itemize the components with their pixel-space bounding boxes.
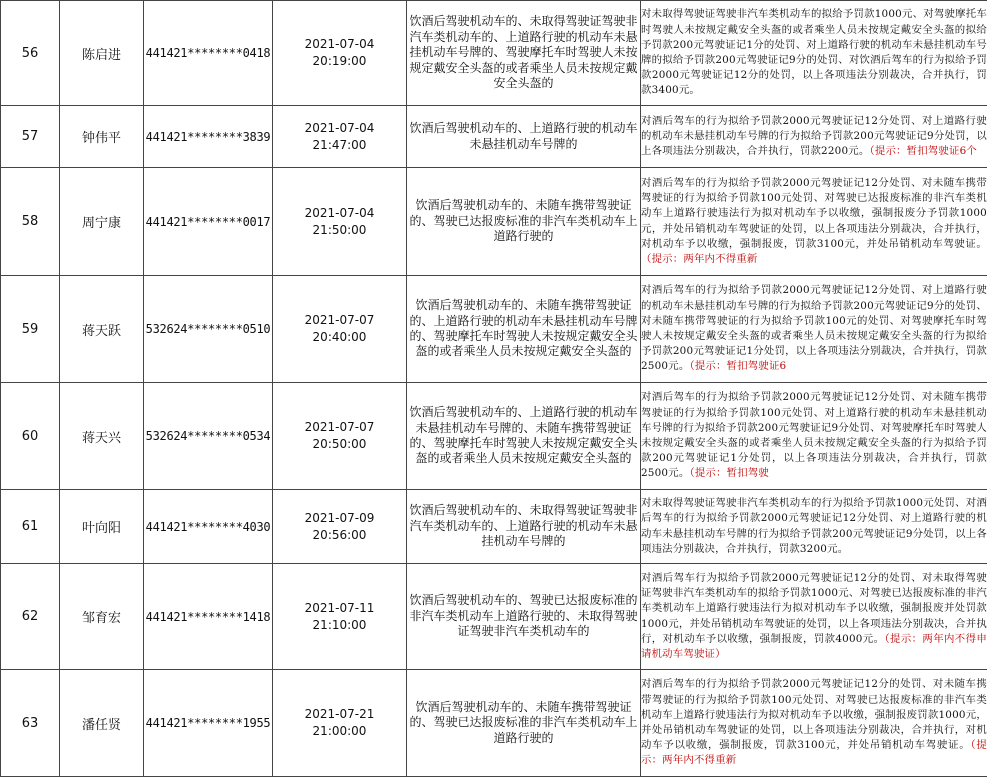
violation-clock: 20:19:00 (273, 53, 406, 70)
table-row (1, 670, 987, 777)
penalty-decision (641, 276, 987, 383)
penalty-text: 对酒后驾车的行为拟给予罚款2000元驾驶证记12分处罚、对未随车携带驾驶证的行为拟给予罚款100元处罚、对驾驶已达报废标准的非汽车类机动车上道路行驶违法行为拟对机动车予以收缴，强制报废分予罚款1000元，并处吊销机动车驾驶证的处罚，以上各项违法分别裁决，合并执行，对机动车予以收缴，强制报废，罚款3100元，并处吊销机动车驾驶证。 (641, 177, 987, 250)
violation-behavior: 饮酒后驾驶机动车的、未随车携带驾驶证的、驾驶已达报废标准的非汽车类机动车上道路行驶的 (407, 168, 641, 276)
violation-date: 2021-07-04 (273, 205, 406, 222)
table-row (1, 168, 987, 276)
id-number: 441421********4030 (144, 490, 273, 564)
penalty-decision (641, 168, 987, 276)
id-number: 532624********0534 (144, 383, 273, 490)
penalty-decision (641, 670, 987, 777)
violation-date: 2021-07-21 (273, 706, 406, 723)
penalty-text: 对酒后驾车的行为拟给予罚款2000元驾驶证记12分处罚、对上道路行驶的机动车未悬挂机动车号牌的行为拟给予罚款200元驾驶证记9分的处罚、对未随车携带驾驶证的行为拟给予罚款100元的处罚、对驾驶摩托车时驾驶人未按规定戴安全头盔的或者乘坐人员未按规定戴安全头盔的行为拟给予罚款200元驾驶证记1分处罚，以上各项违法分别裁决，合并执行，罚款2500元。 (641, 284, 987, 372)
violation-time (273, 490, 407, 564)
party-name: 陈启进 (60, 1, 144, 106)
violation-date: 2021-07-07 (273, 312, 406, 329)
violation-behavior: 饮酒后驾驶机动车的、上道路行驶的机动车未悬挂机动车号牌的、未随车携带驾驶证的、驾驶摩托车时驾驶人未按规定戴安全头盔的或者乘坐人员未按规定戴安全头盔的 (407, 383, 641, 490)
table-body (1, 1, 987, 777)
violation-behavior: 饮酒后驾驶机动车的、未随车携带驾驶证的、驾驶已达报废标准的非汽车类机动车上道路行驶的 (407, 670, 641, 777)
party-name: 邹育宏 (60, 564, 144, 670)
row-number: 62 (1, 564, 60, 670)
table-row (1, 106, 987, 168)
id-number: 441421********0017 (144, 168, 273, 276)
violation-clock: 21:47:00 (273, 137, 406, 154)
violation-behavior: 饮酒后驾驶机动车的、未取得驾驶证驾驶非汽车类机动车的、上道路行驶的机动车未悬挂机动车号牌的、驾驶摩托车时驾驶人未按规定戴安全头盔的或者乘坐人员未按规定戴安全头盔的 (407, 1, 641, 106)
violation-time (273, 168, 407, 276)
penalty-decision (641, 1, 987, 106)
violation-time (273, 106, 407, 168)
party-name: 蒋天跃 (60, 276, 144, 383)
violation-time (273, 670, 407, 777)
row-number: 58 (1, 168, 60, 276)
penalty-text: 对酒后驾车的行为拟给予罚款2000元驾驶证记12分处罚、对未随车携带驾驶证的行为拟给予罚款100元处罚、对上道路行驶的机动车未悬挂机动车号牌的行为拟给予罚款200元驾驶证记9分处罚、对驾驶摩托车时驾驶人未按规定戴安全头盔的或者乘坐人员未按规定戴安全头盔的行为拟给予罚款200元驾驶证记1分处罚，以上各项违法分别裁决，合并执行，罚款2500元。 (641, 391, 987, 479)
penalty-hint: （提示：两年内不得申请机动车驾驶证） (641, 633, 987, 660)
penalty-hint: （提示：暂扣驾驶证6 (689, 360, 786, 372)
table-row (1, 276, 987, 383)
violation-date: 2021-07-09 (273, 510, 406, 527)
id-number: 532624********0510 (144, 276, 273, 383)
violation-time (273, 383, 407, 490)
party-name: 潘任贤 (60, 670, 144, 777)
table-row (1, 564, 987, 670)
violation-behavior: 饮酒后驾驶机动车的、驾驶已达报废标准的非汽车类机动车上道路行驶的、未取得驾驶证驾驶非汽车类机动车的 (407, 564, 641, 670)
violation-clock: 21:10:00 (273, 617, 406, 634)
id-number: 441421********1418 (144, 564, 273, 670)
violation-time (273, 276, 407, 383)
violation-date: 2021-07-04 (273, 120, 406, 137)
penalty-hint: （提示：暂扣驾驶证6个 (869, 145, 977, 157)
row-number: 57 (1, 106, 60, 168)
violation-time (273, 564, 407, 670)
penalty-text: 对未取得驾驶证驾驶非汽车类机动车的行为拟给予罚款1000元处罚、对酒后驾车的行为拟给予罚款2000元驾驶证记12分处罚、对上道路行驶的机动车未悬挂机动车号牌的行为拟给予罚款200元驾驶证记9分处罚，以上各项违法分别裁决，合并执行，罚款3200元。 (641, 497, 987, 555)
row-number: 56 (1, 1, 60, 106)
penalty-hint: （提示：两年内不得重新 (641, 739, 987, 766)
id-number: 441421********0418 (144, 1, 273, 106)
penalty-decision (641, 106, 987, 168)
row-number: 60 (1, 383, 60, 490)
penalty-text: 对酒后驾车的行为拟给予罚款2000元驾驶证记12分的处罚、对未随车携带驾驶证的行为拟给予罚款100元处罚、对驾驶已达报废标准的非汽车类机动车上道路行驶违法行为拟对机动车予以收缴，强制报废罚款1000元，并处吊销机动车驾驶证的处罚，以上各项违法分别裁决，合并执行，对机动车予以收缴，强制报废，罚款3100元，并处吊销机动车驾驶证。 (641, 678, 987, 751)
penalty-text: 对酒后驾车行为拟给予罚款2000元驾驶证记12分的处罚、对未取得驾驶证驾驶非汽车类机动车的拟给予罚款1000元、对驾驶已达报废标准的非汽车类机动车上道路行驶违法行为拟对机动车予以收缴，强制报废并处罚款1000元，并处吊销机动车驾驶证的处罚，以上各项违法分别裁决，合并执行，对机动车予以收缴，强制报废，罚款4000元。 (641, 572, 987, 645)
party-name: 蒋天兴 (60, 383, 144, 490)
violation-date: 2021-07-04 (273, 36, 406, 53)
row-number: 61 (1, 490, 60, 564)
penalty-decision (641, 383, 987, 490)
violation-clock: 21:50:00 (273, 222, 406, 239)
violation-time (273, 1, 407, 106)
penalty-text: 对未取得驾驶证驾驶非汽车类机动车的拟给予罚款1000元、对驾驶摩托车时驾驶人未按规定戴安全头盔的或者乘坐人员未按规定戴安全头盔的拟给予罚款200元驾驶证记1分的处罚、对上道路行驶的机动车未悬挂机动车号牌的拟给予罚款200元驾驶证记9分的处罚、对饮酒后驾车的行为拟给予罚款2000元驾驶证记12分的处罚，以上各项违法分别裁决，合并执行，罚款3400元。 (641, 8, 987, 96)
row-number: 59 (1, 276, 60, 383)
violation-behavior: 饮酒后驾驶机动车的、未取得驾驶证驾驶非汽车类机动车的、上道路行驶的机动车未悬挂机动车号牌的 (407, 490, 641, 564)
table-row (1, 1, 987, 106)
table-row (1, 490, 987, 564)
id-number: 441421********3839 (144, 106, 273, 168)
row-number: 63 (1, 670, 60, 777)
violation-behavior: 饮酒后驾驶机动车的、未随车携带驾驶证的、上道路行驶的机动车未悬挂机动车号牌的、驾驶摩托车时驾驶人未按规定戴安全头盔的或者乘坐人员未按规定戴安全头盔的 (407, 276, 641, 383)
violation-clock: 20:40:00 (273, 329, 406, 346)
violation-date: 2021-07-07 (273, 419, 406, 436)
penalty-hint: （提示：暂扣驾驶 (689, 467, 769, 479)
party-name: 钟伟平 (60, 106, 144, 168)
penalty-hint: （提示：两年内不得重新 (641, 253, 758, 265)
violation-clock: 20:56:00 (273, 527, 406, 544)
violation-clock: 20:50:00 (273, 436, 406, 453)
violation-date: 2021-07-11 (273, 600, 406, 617)
penalty-decision (641, 490, 987, 564)
table-row (1, 383, 987, 490)
party-name: 叶向阳 (60, 490, 144, 564)
penalty-text: 对酒后驾车的行为拟给予罚款2000元驾驶证记12分处罚、对上道路行驶的机动车未悬挂机动车号牌的行为拟给予罚款200元驾驶证记9分处罚，以上各项违法分别裁决，合并执行，罚款2200元。 (641, 115, 987, 157)
penalty-decision (641, 564, 987, 670)
violation-clock: 21:00:00 (273, 723, 406, 740)
party-name: 周宁康 (60, 168, 144, 276)
id-number: 441421********1955 (144, 670, 273, 777)
violation-behavior: 饮酒后驾驶机动车的、上道路行驶的机动车未悬挂机动车号牌的 (407, 106, 641, 168)
